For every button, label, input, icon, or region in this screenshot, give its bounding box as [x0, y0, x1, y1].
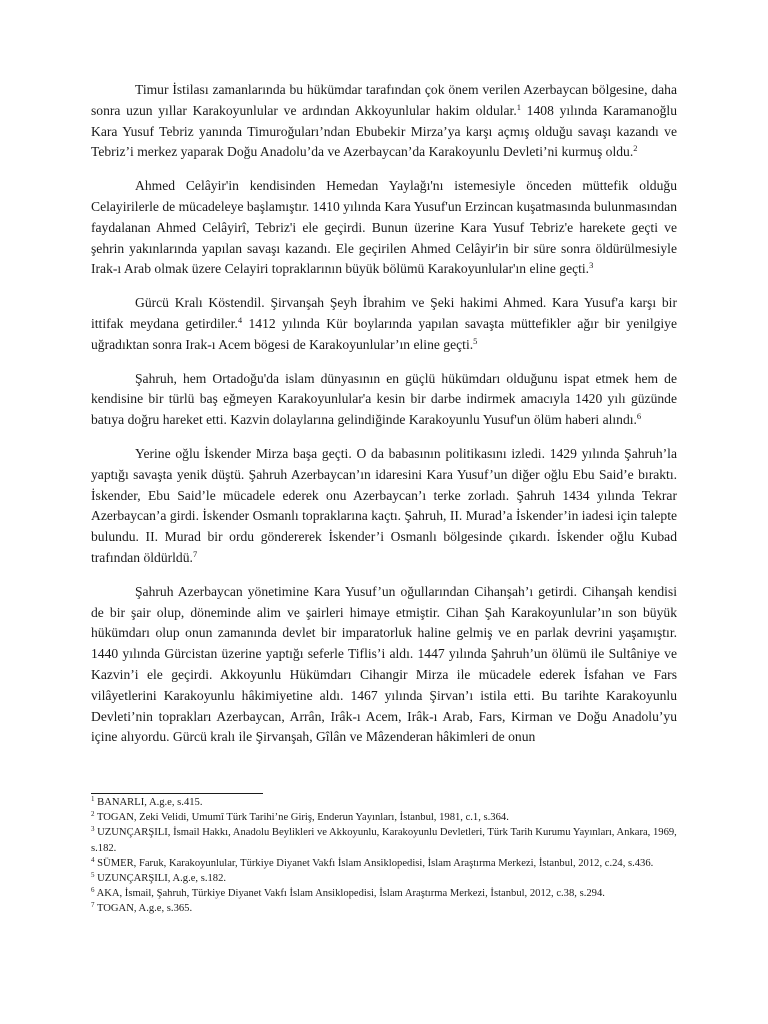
footnote-number: 3	[91, 825, 95, 834]
footnote-text: TOGAN, Zeki Velidi, Umumî Türk Tarihi’ne Giriş, Enderun Yayınları, İstanbul, 1981, c.1, s.364.	[94, 812, 509, 824]
footnote-text: TOGAN, A.g.e, s.365.	[94, 903, 193, 915]
footnote-1	[91, 795, 677, 810]
footnote-4	[91, 856, 677, 871]
paragraph-timur-istilasi	[91, 80, 677, 163]
paragraph-iskender-mirza	[91, 444, 677, 569]
paragraph-text: Yerine oğlu İskender Mirza başa geçti. O da babasının politikasını izledi. 1429 yılında Şahruh’la yaptığı savaşta yenik düştü. Şahruh Azerbaycan’ın idaresini Kara Yusuf’un diğer oğlu Ebu Said’e bıraktı. İskender, Ebu Said’le mücadele ederek onu Azerbaycan’ı terke zorladı. Şahruh 1434 yılında Tekrar Azerbaycan’a girdi. İskender Osmanlı topraklarına kaçtı. Şahruh, II. Murad’a İskender’in iadesi için talepte bulundu. II. Murad bir ordu göndererek İskender’i Osmanlı bölgesinde çıkardı. İskender oğlu Kubad trafından öldürldü.	[91, 445, 677, 565]
paragraph-text: Gürcü Kralı Köstendil. Şirvanşah Şeyh İbrahim ve Şeki hakimi Ahmed. Kara Yusuf'a karşı bir ittifak meydana getirdiler.	[91, 295, 677, 331]
footnote-separator	[91, 793, 263, 794]
document-body	[91, 80, 677, 748]
footnote-text: UZUNÇARŞILI, A.g.e, s.182.	[94, 873, 227, 885]
paragraph-cihansah	[91, 582, 677, 748]
footnote-ref[interactable]: 6	[636, 411, 642, 422]
footnote-ref[interactable]: 1	[516, 101, 521, 112]
footnote-7	[91, 901, 677, 916]
paragraph-text: Şahruh Azerbaycan yönetimine Kara Yusuf’un oğullarından Cihanşah’ı getirdi. Cihanşah kendisi de bir şair olup, döneminde alim ve şairleri himaye etmiştir. Cihan Şah Karakoyunlular’ın son büyük hükümdarı olup onun zamanında devlet bir imparatorluk haline gelmiş ve en parlak devrini yaşamıştır. 1440 yılında Gürcistan üzerine yaptığı seferle Tiflis’i aldı. 1447 yılında Şahruh’un ölümü ile Sultâniye ve Kazvin’i ele geçirdi. Akkoyunlu Hükümdarı Cihangir Mirza ile mücadele ederek İsfahan ve Fars vilâyetlerini Karakoyunlu hâkimiyetine aldı. 1467 yılında Şirvan’ı istila etti. Bu tarihte Karakoyunlu Devleti’nin toprakları Azerbaycan, Arrân, Irâk-ı Acem, Irâk-ı Arab, Fars, Kirman ve Doğu Anadolu’yu içine alıyordu. Gürcü kralı ile Şirvanşah, Gîlân ve Mâzenderan hâkimleri de onun	[91, 583, 677, 745]
footnote-text: AKA, İsmail, Şahruh, Türkiye Diyanet Vakfı İslam Ansiklopedisi, İslam Araştırma Merkezi, İstanbul, 2012, c.38, s.294.	[94, 888, 605, 900]
footnote-ref[interactable]: 7	[192, 548, 198, 559]
footnote-text: BANARLI, A.g.e, s.415.	[94, 797, 203, 808]
paragraph-text: Şahruh, hem Ortadoğu'da islam dünyasının en güçlü hükümdarı olduğunu ispat etmek hem de kendisine bir türlü baş eğmeyen Karakoyunlular'a kesin bir darbe indirmek amacıyla 1420 yılı güzünde batıya doğru hareket etti. Kazvin dolaylarına gelindiğinde Karakoyunlu Yusuf'un ölüm haberi alındı.	[91, 370, 677, 428]
footnote-3	[91, 825, 677, 855]
footnote-2	[91, 810, 677, 825]
paragraph-text: Timur İstilası zamanlarında bu hükümdar tarafından çok önem verilen Azerbaycan bölgesine, daha sonra uzun yıllar Karakoyunlular ve ardından Akkoyunlular hakim oldular.	[91, 82, 677, 118]
footnote-5	[91, 871, 677, 886]
footnote-number: 1	[91, 795, 95, 803]
footnote-ref[interactable]: 4	[237, 314, 243, 325]
paragraph-text: Ahmed Celâyir'in kendisinden Hemedan Yaylağı'nı istemesiyle önceden müttefik olduğu Celayirilerle de mücadeleye başlamıştır. 1410 yılında Kara Yusuf'un Erzincan kuşatmasında bulunmasından faydalanan Ahmed Celâyirî, Tebriz'i ele geçirdi. Bunun üzerine Kara Yusuf Tebriz'e harekete geçti ve şehrin yakınlarında yapılan savaşı kazandı. Ele geçirilen Ahmed Celâyir'in bir süre sonra öldürülmesiyle Irak-ı Arab olmak üzere Celayiri topraklarının büyük bölümü Karakoyunlular'ın eline geçti.	[91, 178, 677, 277]
footnote-number: 6	[91, 886, 95, 895]
footnote-number: 4	[91, 855, 95, 864]
paragraph-text: 1412 yılında Kür boylarında yapılan savaşta müttefikler ağır bir yenilgiye uğradıktan sonra Irak-ı Acem bögesi de Karakoyunlular’ın eline geçti.	[91, 315, 677, 352]
footnote-number: 2	[91, 810, 95, 819]
footnote-text: UZUNÇARŞILI, İsmail Hakkı, Anadolu Beylikleri ve Akkoyunlu, Karakoyunlu Devletleri, Türk Tarih Kurumu Yayınları, Ankara, 1969, s.182.	[91, 827, 677, 854]
paragraph-ahmed-celayir	[91, 176, 677, 280]
footnote-number: 5	[91, 871, 95, 880]
footnote-6	[91, 886, 677, 901]
footnote-text: SÜMER, Faruk, Karakoyunlular, Türkiye Diyanet Vakfı İslam Ansiklopedisi, İslam Araştırma Merkezi, İstanbul, 2012, c.24, s.436.	[94, 857, 654, 869]
footnote-ref[interactable]: 5	[473, 335, 478, 346]
paragraph-sahruh-ortadogu	[91, 369, 677, 431]
footnote-ref[interactable]: 2	[633, 143, 638, 154]
paragraph-text: 1408 yılında Karamanoğlu Kara Yusuf Tebriz yanında Timuroğuları’ndan Ebubekir Mirza’ya karşı açmış olduğu savaşı kazandı ve Tebriz’i merkez yaparak Doğu Anadolu’da ve Azerbaycan’da Karakoyunlu Devleti’ni kurmuş oldu.	[91, 102, 678, 160]
paragraph-gurcu-krali	[91, 293, 677, 355]
footnote-number: 7	[91, 901, 95, 910]
footnotes-section	[91, 795, 677, 917]
footnote-ref[interactable]: 3	[589, 260, 594, 271]
